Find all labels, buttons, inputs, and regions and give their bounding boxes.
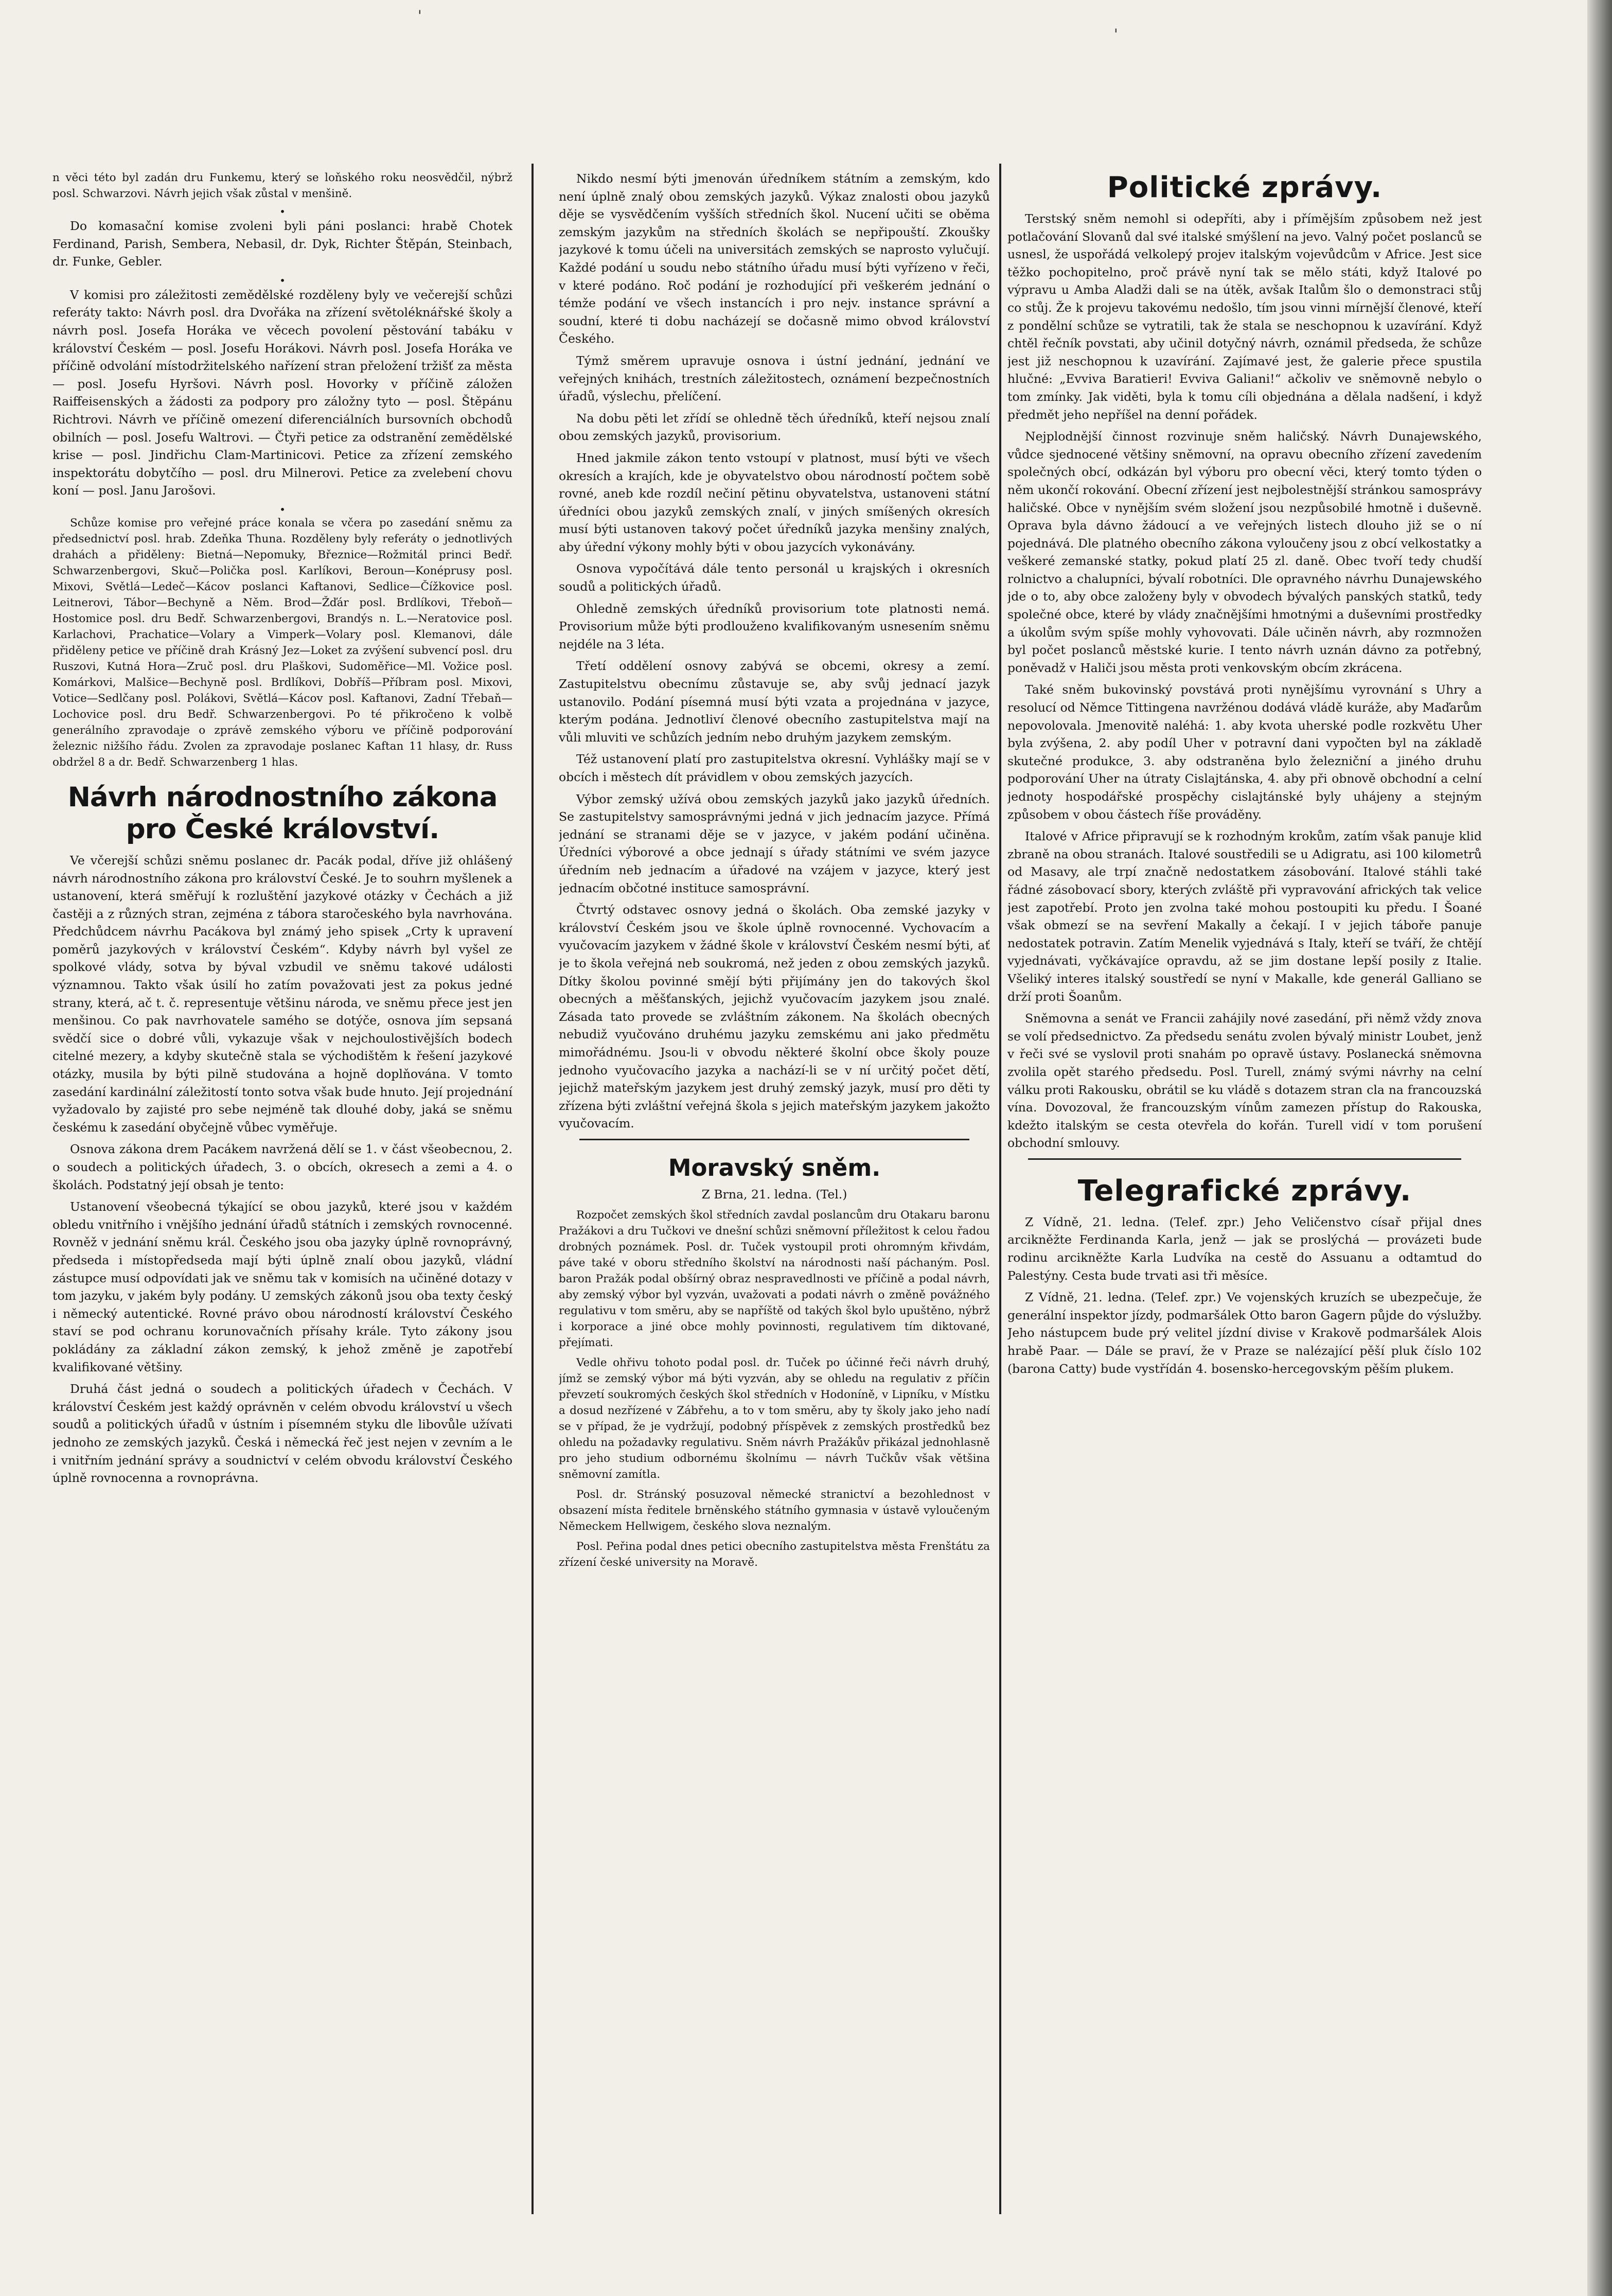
top-tick: ': [418, 7, 422, 24]
article-paragraph: Nikdo nesmí býti jmenován úředníkem státním a zemským, kdo není úplně znalý obou zemských jazyků. Výkaz znalosti obou jazyků děje se vysvědčením vyšších středních škol. Nucení učiti se oběma zemským jazykům na středních školách se nepřipouští. Zkoušky jazykové k tomu účeli na universitách zemských se naprosto vylučují. Každé podání u soudu nebo státního úřadu musí býti vyřízeno v řeči, v které podáno. Roč podání je rozhodující při veškerém jednání o témže podání ve všech instancích i pro nejv. instance správní a soudní, které ti dobu nacházejí se dočasně mimo obvod království Českého.: [559, 171, 990, 346]
section-heading-telegraph: Telegrafické zprávy.: [1077, 1174, 1412, 1208]
article-paragraph: Druhá část jedná o soudech a politických úřadech v Čechách. V království Českém jest každý oprávněn v celém obvodu království u všech soudů a politických úřadů v ústním i písemném styku dle libovůle užívati jednoho ze zemských jazyků. Česká i německá řeč jest nejen v zevním a le i vnitřním jednání správy a soudnictví v celém obvodu království Českého úplně rovnocenna a rovnoprávna.: [52, 1382, 512, 1486]
commission-paragraph: Do komasační komise zvoleni byli páni poslanci: hrabě Chotek Ferdinand, Parish, Sembera, Nebasil, dr. Dyk, Richter Štěpán, Steinbach, dr. Funke, Gebler.: [52, 219, 512, 269]
report-paragraph: Posl. Peřina podal dnes petici obecního zastupitelstva města Frenštátu za zřízení české university na Moravě.: [559, 1540, 990, 1569]
column-rule-right: [999, 164, 1001, 2214]
article-paragraph: Třetí oddělení osnovy zabývá se obcemi, okresy a zemí. Zastupitelstvu obecnímu zůstavuje se, aby svůj jednací jazyk ustanovilo. Podání písemná musí býti vzata a projednána v jazyce, kterým podána. Jednotliví členové obecního zastupitelstva mají na vůli mluviti ve schůzích jedním nebo druhým jazykem zemským.: [559, 659, 990, 745]
article-paragraph: Též ustanovení platí pro zastupitelstva okresní. Vyhlášky mají se v obcích i městech dít právidlem v obou zemských jazycích.: [559, 752, 990, 784]
telegraph-paragraph: Z Vídně, 21. ledna. (Telef. zpr.) Ve vojenských kruzích se ubezpečuje, že generální inspektor jízdy, podmaršálek Otto baron Gagern půjde do výslužby. Jeho nástupcem bude prý velitel jízdní divise v Krakově podmaršálek Alois hrabě Paar. — Dále se praví, že v Praze se nalézající pěší pluk číslo 102 (barona Catty) bude vystřídán 4. bosensko-hercegovským pěším plukem.: [1007, 1290, 1482, 1376]
middle-column: [559, 170, 990, 2228]
right-column: [1007, 170, 1482, 2228]
report-paragraph: Posl. dr. Stránský posuzoval německé stranictví a bezohlednost v obsazení místa ředitele brněnského státního gymnasia v ústavě vyloučeným Německem Hellwigem, českého slova neznalým.: [559, 1488, 990, 1533]
news-paragraph: Sněmovna a senát ve Francii zahájily nové zasedání, při němž vždy znova se volí předsednictvo. Za předsedu senátu zvolen bývalý ministr Loubet, jenž v řeči své se vyslovil proti snahám po opravě ústavy. Poslanecká sněmovna zvolila opět starého předsedu. Posl. Turell, známý svými návrhy na celní válku proti Rakousku, obrátil se ku vládě s dotazem stran cla na francouzská vína. Dovozoval, že francouzským vínům zamezen přístup do Rakouska, kdežto italským se cesta otevřela do kořán. Turell vidí v tom porušení obchodní smlouvy.: [1007, 1011, 1482, 1151]
section-heading-politics: Politické zprávy.: [1107, 171, 1383, 204]
article-paragraph: Na dobu pěti let zřídí se ohledně těch úředníků, kteří nejsou znalí obou zemských jazyků, provisorium.: [559, 411, 990, 444]
dateline: Z Brna, 21. ledna. (Tel.): [701, 1187, 847, 1202]
separator-dot: •: [279, 205, 286, 218]
news-paragraph: Nejplodnější činnost rozvinuje sněm haličský. Návrh Dunajewského, vůdce sjednocené většiny sněmovní, na opravu obecního zřízení zavedením společných obcí, odkázán byl výboru pro obecní věci, který tomto týden o něm ukončí rokování. Obecní zřízení jest nejbolestnější stránkou samosprávy haličské. Obce v nynějším svém složení jsou nezpůsobilé hmotně i duševně. Oprava byla dávno žádoucí a ve veřejných listech dlouho již se o ní pojednává. Dle platného obecního zákona vyloučeny jsou z obcí velkostatky a veškeré zemanské statky, pokud platí 25 zl. daně. Obec tvoří tedy chudší rolnictvo a chalupníci, bývalí robotníci. Dle opravného návrhu Dunajewského jde o to, aby obce založeny byly v obvodech bývalých panských statků, tedy společné obce, které by vlády značnějšími hmotnými a duševními prostředky a úkolům svým spíše mohly vyhovovati. Dále učiněn návrh, aby rozmnožen byl počet poslanců městské kurie. I tento návrh uznán dávno za potřebný, poněvadž v Haliči jsou města proti venkovským obcím zkrácena.: [1007, 429, 1482, 675]
scan-edge: [1587, 0, 1612, 2296]
news-paragraph: Italové v Africe připravují se k rozhodným krokům, zatím však panuje klid zbraně na obou stranách. Italové soustředili se u Adigratu, asi 100 kilometrů od Masavy, ale trpí značně nedostatkem zásobování. Italové stáhli také řádné zásobovací sbory, kterých zvláště při vypravování afrických tak velice jest zapotřebí. Proto jen zvolna také mohou postoupiti ku předu. I Šoané však obmezí se na sevření Makally a čekají. I v jejich táboře panuje nedostatek potravin. Zatím Menelik vyjednává s Italy, kteří se tváří, že chtějí vyjednávati, vyčkávajíce opravdu, až se jim dostane lepší posily z Italie. Všeliký interes italský soustředí se nyní v Makalle, kde generál Galliano se drží proti Šoanům.: [1007, 829, 1482, 1004]
article-paragraph: Osnova vypočítává dále tento personál u krajských i okresních soudů a politických úřadů.: [559, 561, 990, 594]
article-heading-left: Návrh národnostního zákona pro České království.: [67, 781, 498, 845]
report-paragraph: Rozpočet zemských škol středních zavdal poslancům dru Otakaru baronu Pražákovi a dru Tučkovi ve dnešní schůzi sněmovní příležitost k celou řadou drobných poznámek. Posl. dr. Tuček vystoupil proti ohromným křivdám, páve také v oboru středního školství na národnosti naší páchaným. Posl. baron Pražák podal obšírný obraz nespravedlnosti ve příčině a podal návrh, aby zemský výbor byl vyzván, uvažovati a podati návrh o změně povážného regulativu v tom směru, aby se napříště od takých škol bylo upuštěno, nýbrž i korporace a jiné obce mohly povinnosti, regulativem tím diktované, přejímati.: [559, 1209, 990, 1350]
report-paragraph: Vedle ohřivu tohoto podal posl. dr. Tuček po účinné řeči návrh druhý, jímž se zemský výbor má býti vyzván, aby se ohledu na regulativ z příčin převzetí soukromých českých škol středních v Hodoníně, v Lipníku, v Místku a dosud nezřízené v Zábřehu, a to v tom směru, aby ty školy jako jeho nadí se v případ, že je vydržují, podobný příspěvek z zemských prostředků bez ohledu na požadavky regulativu. Sněm návrh Pražákův přikázal jednohlasně pro jeho studium odbornému školnímu — návrh Tučkův však většina sněmovní zamítla.: [559, 1356, 990, 1481]
article-paragraph: Osnova zákona drem Pacákem navržená dělí se 1. v část všeobecnou, 2. o soudech a politických úřadech, 3. o obcích, okresech a zemi a 4. o školách. Podstatný její obsah je tento:: [52, 1142, 512, 1192]
article-paragraph: Ohledně zemských úředníků provisorium tote platnosti nemá. Provisorium může býti prodlouženo kvalifikovaným usnesením sněmu nejdéle na 3 léta.: [559, 601, 990, 651]
column-rule-left: [532, 164, 534, 2214]
news-paragraph: Také sněm bukovinský povstává proti nynějšímu vyrovnání s Uhry a resolucí od Němce Tittingena navržénou dodává vládě kuráže, aby Maďarům nepovolovala. Jmenovitě naléhá: 1. aby kvota uherské podle rozkvětu Uher byla zvýšena, 2. aby podíl Uher v potravní dani vypočten byl na základě skutečné produkce, 3. aby odstraněna bylo železniční a jiného druhu podporování Uher na útraty Cislajtánska, 4. aby při obnově obchodní a celní jednoty hospodářské prospěchy cislajtánské byly uhájeny a stejným způsobem v obou částech říše prováděny.: [1007, 682, 1482, 822]
separator-dot: •: [279, 274, 286, 287]
section-rule: [1028, 1158, 1461, 1160]
article-paragraph: Týmž směrem upravuje osnova i ústní jednání, jednání ve veřejných knihách, trestních záležitostech, oznámení bezpečnostních úřadů, výslechu, přelíčení.: [559, 353, 990, 404]
article-paragraph: Ustanovení všeobecná týkající se obou jazyků, které jsou v každém obledu vnitřního i vnějšího jednání úřadů státních i zemských rovnocenné. Rovněž v jednání sněmu král. Českého jsou oba jazyky úplně rovnoprávný, předseda i místopředseda mají býti úplně znalí obou jazyků, vládní zástupce musí odpovídati jak ve sněmu tak v komisích na učiněné dotazy v tom jazyku, v jakém byly podány. U zemských zákonů jsou oba texty český i německý autentické. Rovné právo obou národností království Českého staví se pod ochranu korunovačních přísahy krále. Tyto zákony jsou pokládány za základní zákon zemský, k jehož změně je zapotřebí kvalifikované většiny.: [52, 1199, 512, 1374]
section-heading-moravia: Moravský sněm.: [668, 1154, 881, 1181]
public-works-paragraph: Schůze komise pro veřejné práce konala se včera po zasedání sněmu za předsednictví posl. hrab. Zdeňka Thuna. Rozděleny byly referáty o jednotlivých drahách a přiděleny: Bietná—Nepomuky, Březnice—Rožmitál princi Bedř. Schwarzenbergovi, Skuč—Polička posl. Karlíkovi, Beroun—Konéprusy posl. Mixovi, Světlá—Ledeč—Kácov poslanci Kaftanovi, Sedlice—Čížkovice posl. Leitnerovi, Tábor—Bechyně a Něm. Brod—Žďár posl. Brdlíkovi, Třeboň—Hostomice posl. dru Bedř. Schwarzenbergovi, Brandýs n. L.—Neratovice posl. Karlachovi, Prachatice—Volary a Vimperk—Volary posl. Klemanovi, dále přiděleny petice ve příčině drah Krásný Jez—Loket za zvýšení subvencí posl. dru Ruszovi, Kutná Hora—Zruč posl. dru Plaškovi, Sudoměřice—Ml. Vožice posl. Komárkovi, Malšice—Bechyně posl. Brdlíkovi, Dobříš—Příbram posl. Mixovi, Votice—Sedlčany posl. Polákovi, Světlá—Kácov posl. Kaftanovi, Zadní Třebaň—Lochovice posl. dru Bedř. Schwarzenbergovi. Po té přikročeno k volbě generálního zpravodaje o zprávě zemského výboru ve příčině podporování železnic nižšího řádu. Zvolen za zpravodaje poslanec Kaftan 11 hlasy, dr. Russ obdržel 8 a dr. Bedř. Schwarzenberg 1 hlas.: [52, 516, 512, 769]
telegraph-paragraph: Z Vídně, 21. ledna. (Telef. zpr.) Jeho Veličenstvo císař přijal dnes arcikněžte Ferdinanda Karla, jenž — jak se proslýchá — provázeti bude rodinu arcikněžte Karla Ludvíka na cestě do Assuanu a odtamtud do Palestýny. Cesta bude trvati asi tři měsíce.: [1007, 1214, 1482, 1283]
article-paragraph: Čtvrtý odstavec osnovy jedná o školách. Oba zemské jazyky v království Českém jsou ve škole úplně rovnocenné. Vychovacím a vyučovacím jazykem v žádné škole v království Českém nesmí býti, ať je to škola veřejná neb soukromá, než jeden z obou zemských jazyků. Dítky školou povinné smějí býti přijímány jen do takových škol obecných a měšťanských, jejichž vyučovacím jazykem jsou znalé. Zásada tato provede se zvláštním zákonem. Na školách obecných nebudiž vyučováno druhému jazyku zemskému ani jako předmětu mimořádnému. Jsou-li v obvodu některé školní obce školy pouze jednoho vyučovacího jazyka a nachází-li se v ní určitý počet dětí, jejichž mateřským jazykem jest druhý zemský jazyk, musí pro děti ty zřízena býti zvláštní veřejná škola s jejich mateřským jazykem jakožto vyučovacím.: [559, 903, 990, 1131]
article-paragraph: Výbor zemský užívá obou zemských jazyků jako jazyků úředních. Se zastupitelstvy samosprávnými jedná v jich jednacím jazyce. Přímá jednání se stranami děje se v jazyce, v jakém podání učiněna. Úředníci výborové a obce jednají s úřady státními ve svém jazyce úředním neb jednacím a úřadové na vzájem v jazyce, který jest jednacím občotné instituce samosprávní.: [559, 791, 990, 895]
section-rule: [579, 1139, 969, 1140]
intro-paragraph: n věci této byl zadán dru Funkemu, který se loňského roku neosvědčil, nýbrž posl. Schwarzovi. Návrh jejich však zůstal v menšině.: [52, 171, 512, 200]
separator-dot: •: [279, 503, 286, 516]
left-column: [52, 170, 512, 2228]
article-paragraph: Hned jakmile zákon tento vstoupí v platnost, musí býti ve všech okresích a krajích, kde je obyvatelstvo obou národností počtem sobě rovné, aneb kde rozdíl nečiní pětinu obyvatelstva, ustanoveni státní úředníci obou jazyků zemských znalí, v jiných smíšených okresích musí býti ustanoven takový počet úředníků jazyka menšiny znalých, aby úřední výkony mohly býti v obou jazycích vykonávány.: [559, 450, 990, 554]
top-tick-right: ': [1114, 26, 1118, 43]
agriculture-paragraph: V komisi pro záležitosti zemědělské rozděleny byly ve večerejší schůzi referáty takto: Návrh posl. dra Dvořáka na zřízení světoléknářské školy a návrh posl. Josefa Horáka ve věcech povolení pěstování tabáku v království Českém — posl. Josefu Horákovi. Návrh posl. Josefa Horáka ve příčině odvolání místodržitelského nařízení stran přeložení tržišť za města — posl. Josefu Hyršovi. Návrh posl. Hovorky v příčině záložen Raiffeisenských a žádosti za podpory pro záložny tyto — posl. Štěpánu Richtrovi. Návrh ve příčině omezení diferenciálních bursovních obchodů obilních — posl. Josefu Waltrovi. — Čtyři petice za odstranění zemědělské krise — posl. Jindřichu Clam-Martinicovi. Petice za zřízení zemského inspektorátu dobytčího — posl. dru Milnerovi. Petice za zvelebení chovu koní — posl. Janu Jarošovi.: [52, 287, 512, 498]
news-paragraph: Terstský sněm nemohl si odepříti, aby i přímějším způsobem než jest potlačování Slovanů dal své italské smýšlení na jevo. Valný počet poslanců se usnesl, že uspořádá velkolepý projev italským vojevůdcům v Africe. Jest sice těžko pochopitelno, proč právě nyní tak se mělo státi, když Italové po výpravu u Amba Aladži dali se na útěk, avšak Italům šlo o demonstraci stůj co stůj. Že k projevu takovému nedošlo, tím jsou vinni mírnější členové, kteří z pondělní schůze se vytratili, tak že stala se neschopnou k uzavírání. Když chtěl řečník povstati, aby učinil dotyčný návrh, oznámil předseda, že schůze jest již neschopnou k uzavírání. Zajímavé jest, že galerie přece spustila hlučné: „Evviva Baratieri! Evviva Galiani!“ ačkoliv ve sněmovně nebylo o tom zmínky. Jak viděti, byla k tomu cíli objednána a dělala nadšení, i když předmět jeho nepříšel na denní pořádek.: [1007, 211, 1482, 422]
article-paragraph: Ve včerejší schůzi sněmu poslanec dr. Pacák podal, dříve již ohlášený návrh národnostního zákona pro království České. Je to souhrn myšlenek a ustanovení, která směřují k rozluštění jazykové otázky v Čechách a již častěji a z různých stran, zejména z tábora staročeského byla navrhována. Předchůdcem návrhu Pacákova byl známý jeho spisek „Crty k upravení poměrů jazykových v království Českém“. Kdyby návrh byl vyšel ze spolkové vlády, sotva by býval vzbudil ve sněmu takové události významnou. Takto však úsilí ho zatím považovati jest za pokus jedné strany, která, ač t. č. representuje většinu národa, ve sněmu přece jest jen menšinou. Co pak navrhovatele samého se dotýče, osnova jím sepsaná svědčí sice o dobré vůli, vykazuje však v nejchoulostivějších bodech citelné mezery, a kdyby skutečně stala se východištěm k řešení jazykové otázky, musila by býti pilně studována a hojně doplňována. V tomto zasedání kardinální záležitostí tonto sotva však bude hnuto. Její projednání vyžadovalo by zajisté pro sebe nejméně tak dlouhé doby, jaká se sněmu českému k zasedání obyčejně vůbec vyměřuje.: [52, 853, 512, 1135]
